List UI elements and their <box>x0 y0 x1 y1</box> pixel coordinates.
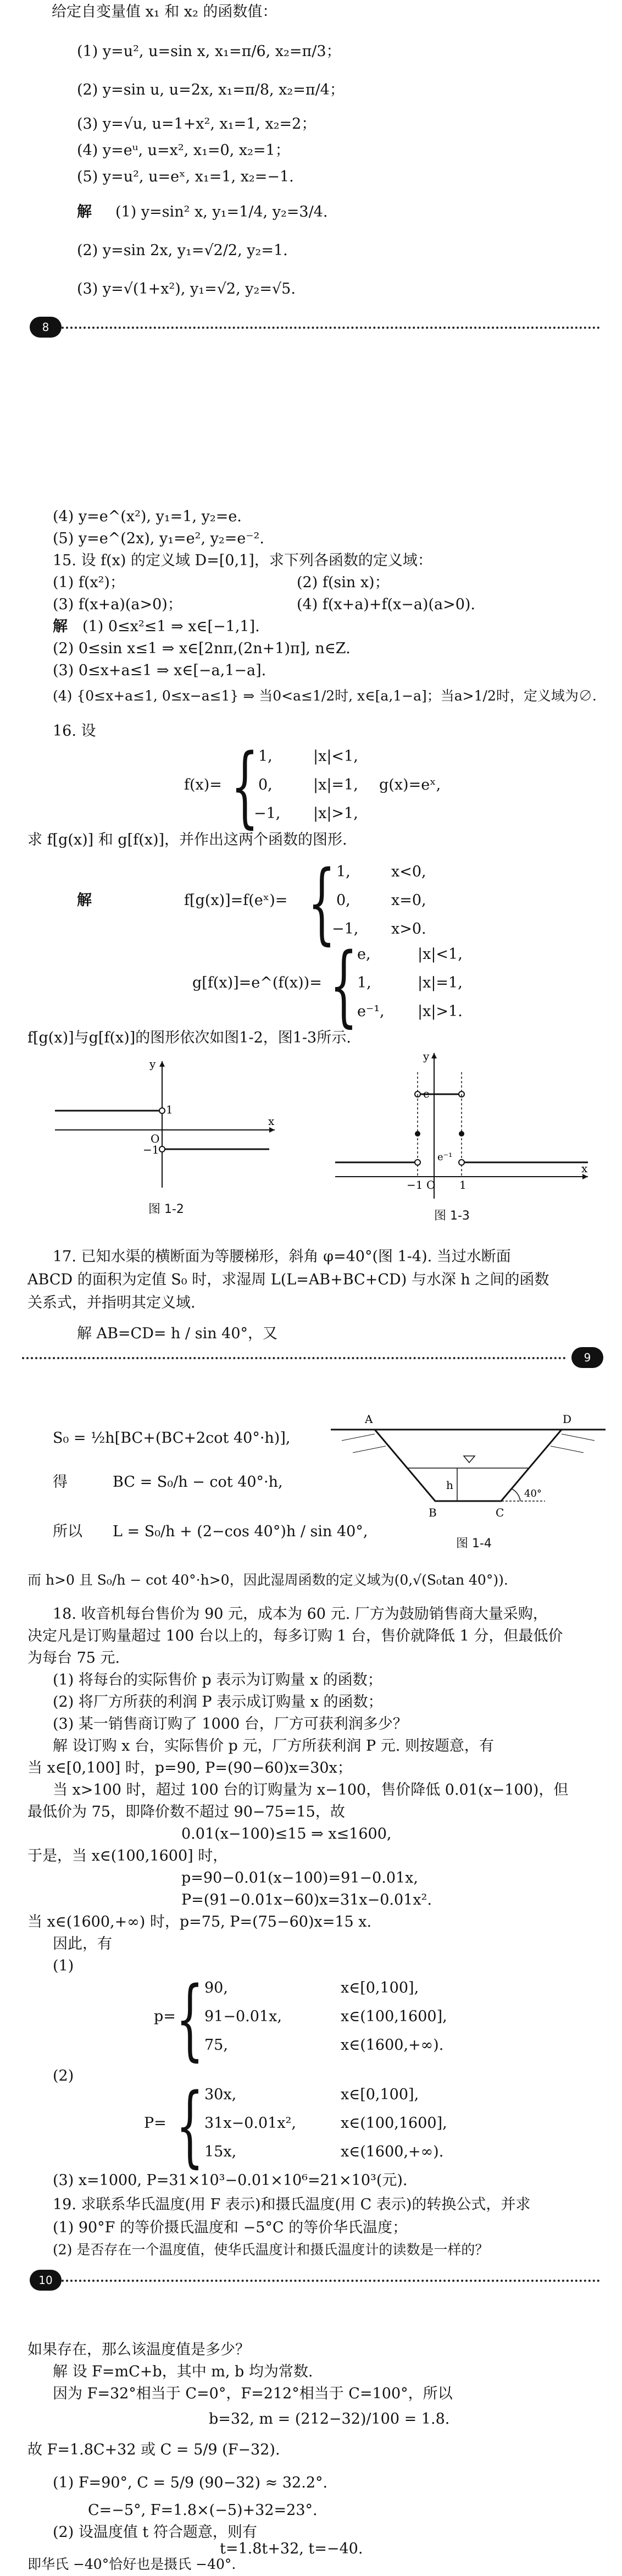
answer-line: (3) y=√(1+x²), y₁=√2, y₂=√5. <box>77 280 296 297</box>
tick-label: −1 <box>407 1178 423 1192</box>
question-18: 为每台 75 元. <box>27 1650 120 1667</box>
case-value: 91−0.01x, <box>204 2008 282 2025</box>
hatch <box>342 1434 375 1441</box>
sub-item: (2) 将厂方所获的利润 P 表示成订购量 x 的函数； <box>53 1694 383 1711</box>
answer-line: (2) 设温度值 t 符合题意，则有 <box>53 2524 257 2541</box>
sub-item: (4) f(x+a)+f(x−a)(a>0). <box>297 596 476 613</box>
question-text: 求 f[g(x)] 和 g[f(x)]，并作出这两个函数的图形. <box>27 831 347 848</box>
exercise-item: (4) y=eᵘ, u=x², x₁=0, x₂=1； <box>77 142 290 159</box>
sub-item: (2) f(sin x)； <box>297 574 390 591</box>
question-16: 16. 设 <box>53 722 96 740</box>
answer-line: (3) x=1000, P=31×10³−0.01×10⁶=21×10³(元). <box>53 2172 408 2189</box>
equation-line: BC = S₀/h − cot 40°·h, <box>113 1474 283 1491</box>
case-value: 30x, <box>204 2086 237 2103</box>
origin-label: O <box>426 1178 436 1192</box>
water-mark <box>464 1456 475 1463</box>
item-label: (2) <box>53 2067 74 2084</box>
question-19: (1) 90°F 的等价摄氏温度和 −5°C 的等价华氏温度； <box>53 2219 408 2236</box>
filled-point <box>415 1131 420 1137</box>
exercise-item: (1) y=u², u=sin x, x₁=π/6, x₂=π/3； <box>77 43 341 60</box>
brace: { <box>330 934 358 1036</box>
solution-line: 当 x∈(1600,+∞) 时，p=75, P=(75−60)x=15 x. <box>27 1913 372 1930</box>
solution-line: P=(91−0.01x−60)x=31x−0.01x². <box>181 1891 432 1908</box>
open-point <box>415 1160 420 1165</box>
solution-line: 因此，有 <box>53 1935 112 1952</box>
equation-line: 故 F=1.8C+32 或 C = 5/9 (F−32). <box>27 2441 280 2458</box>
case-cond: |x|=1, <box>313 776 358 793</box>
figure-1-4 <box>325 1408 611 1529</box>
answer-line: (1) 0≤x²≤1 ⇒ x∈[−1,1]. <box>82 618 260 635</box>
y-label: y <box>423 1050 430 1063</box>
case-cond: x∈(100,1600], <box>341 2115 447 2132</box>
case-value: 31x−0.01x², <box>204 2115 296 2132</box>
case-cond: |x|>1, <box>313 805 358 822</box>
case-value: 1, <box>336 863 351 880</box>
open-point <box>159 1146 165 1152</box>
case-value: 1, <box>258 748 273 765</box>
page-number-badge: 8 <box>30 317 62 338</box>
brace: { <box>231 735 259 837</box>
case-cond: |x|<1, <box>418 946 463 963</box>
case-cond: x>0. <box>391 920 426 937</box>
answer-line: (4) y=e^(x²), y₁=1, y₂=e. <box>53 508 242 525</box>
graph-note: f[g(x)]与g[f(x)]的图形依次如图1-2，图1-3所示. <box>27 1029 351 1046</box>
page-number-badge: 9 <box>571 1347 603 1368</box>
case-value: 75, <box>204 2037 228 2054</box>
figure-caption: 图 1-4 <box>456 1537 492 1551</box>
p-lhs: p= <box>154 2008 176 2025</box>
sub-item: (1) 将每台的实际售价 p 表示为订购量 x 的函数； <box>53 1672 382 1689</box>
case-value: 0, <box>258 776 273 793</box>
case-value: 0, <box>336 892 351 909</box>
word: 所以 <box>53 1523 82 1540</box>
P-lhs: P= <box>144 2115 166 2132</box>
exercise-item: (2) y=sin u, u=2x, x₁=π/8, x₂=π/4； <box>77 81 345 98</box>
case-cond: x<0, <box>391 863 426 880</box>
page-8 <box>0 0 622 440</box>
answer-line: (1) F=90°, C = 5/9 (90−32) ≈ 32.2°. <box>53 2474 328 2491</box>
tick-label: −1 <box>143 1143 159 1156</box>
question-15: 15. 设 f(x) 的定义域 D=[0,1]，求下列各函数的定义域： <box>53 552 432 569</box>
solution-label: 解 <box>77 892 92 909</box>
case-value: e, <box>357 946 371 963</box>
solution-label: 解 <box>77 203 92 220</box>
hatch <box>562 1434 595 1441</box>
question-17: ABCD 的面积为定值 S₀ 时，求湿周 L(L=AB+BC+CD) 与水深 h 之间的函数 <box>27 1271 549 1288</box>
brace: { <box>176 1967 204 2070</box>
vertex-label: B <box>429 1506 437 1519</box>
filled-point <box>459 1131 464 1137</box>
solution-line: 0.01(x−100)≤15 ⇒ x≤1600, <box>181 1825 392 1843</box>
answer-line: C=−5°, F=1.8×(−5)+32=23°. <box>88 2502 318 2519</box>
angle-arc <box>512 1489 520 1501</box>
exercise-item: (3) y=√u, u=1+x², x₁=1, x₂=2； <box>77 115 316 133</box>
vertex-label: A <box>365 1413 373 1426</box>
equation-line: S₀ = ½h[BC+(BC+2cot 40°·h)], <box>53 1430 291 1447</box>
solution-line: 解 AB=CD= h / sin 40°，又 <box>77 1325 278 1342</box>
hatch <box>353 1446 386 1453</box>
y-label: y <box>149 1057 156 1071</box>
page-separator <box>62 2280 600 2282</box>
question-19: 19. 求联系华氏温度(用 F 表示)和摄氏温度(用 C 表示)的转换公式，并求 <box>53 2196 531 2213</box>
tick-label: 1 <box>166 1103 173 1116</box>
case-value: −1, <box>332 920 359 937</box>
case-cond: x∈(1600,+∞). <box>341 2037 444 2054</box>
case-cond: |x|>1. <box>418 1003 463 1020</box>
page-number-badge: 10 <box>30 2270 62 2291</box>
f-lhs: f(x)= <box>184 776 222 793</box>
case-cond: x=0, <box>391 892 426 909</box>
equation-line: t=1.8t+32, t=−40. <box>220 2540 363 2557</box>
case-value: 1, <box>357 974 371 991</box>
brace: { <box>176 2074 204 2177</box>
tick-label: 1 <box>459 1178 466 1192</box>
solution-line: 最低价为 75，即降价数不超过 90−75=15，故 <box>27 1803 345 1821</box>
case-value: e⁻¹, <box>357 1003 385 1020</box>
case-value: −1, <box>254 805 281 822</box>
solution-line: 于是，当 x∈(100,1600] 时， <box>27 1847 228 1865</box>
solution-line: 解 设 F=mC+b，其中 m, b 均为常数. <box>53 2363 313 2380</box>
page-9 <box>0 440 622 1045</box>
case-cond: x∈(1600,+∞). <box>341 2143 444 2160</box>
open-point <box>459 1160 464 1165</box>
x-label: x <box>581 1162 588 1175</box>
answer-line: (1) y=sin² x, y₁=1/4, y₂=3/4. <box>115 203 328 220</box>
depth-label: h <box>446 1479 453 1492</box>
solution-line: 当 x>100 时，超过 100 台的订购量为 x−100，售价降低 0.01(x−100)，但 <box>53 1781 569 1799</box>
case-cond: x∈[0,100], <box>341 2086 419 2103</box>
figure-caption: 图 1-2 <box>148 1202 184 1216</box>
figure-1-2 <box>49 1056 280 1193</box>
g-def: g(x)=eˣ, <box>379 776 441 793</box>
origin-label: O <box>151 1132 160 1145</box>
equation-line: b=32, m = (212−32)/100 = 1.8. <box>209 2410 450 2428</box>
open-point <box>159 1108 165 1113</box>
fg-lhs: f[g(x)]=f(eˣ)= <box>184 892 288 909</box>
sub-item: (1) f(x²)； <box>53 574 125 591</box>
question-18: 18. 收音机每台售价为 90 元，成本为 60 元. 厂方为鼓励销售商大量采购， <box>53 1606 548 1623</box>
answer-line: (3) 0≤x+a≤1 ⇒ x∈[−a,1−a]. <box>53 662 266 679</box>
hatch <box>551 1446 584 1453</box>
angle-label: 40° <box>524 1488 542 1499</box>
case-cond: x∈(100,1600], <box>341 2008 447 2025</box>
question-17: 17. 已知水渠的横断面为等腰梯形，斜角 φ=40°(图 1-4). 当过水断面 <box>53 1248 511 1265</box>
vertex-label: D <box>563 1413 572 1426</box>
solution-line: 解 设订购 x 台，实际售价 p 元，厂方所获利润 P 元. 则按题意，有 <box>53 1737 494 1755</box>
case-cond: x∈[0,100], <box>341 1979 419 1996</box>
page-separator <box>62 327 600 329</box>
question-19: (2) 是否存在一个温度值，使华氏温度计和摄氏温度计的读数是一样的？ <box>53 2242 489 2258</box>
x-arrow <box>269 1127 275 1133</box>
x-label: x <box>268 1115 275 1128</box>
y-arrow <box>159 1061 165 1067</box>
text-line: 如果存在，那么该温度值是多少？ <box>27 2341 250 2358</box>
brace: { <box>308 851 336 954</box>
tick-label: e⁻¹ <box>437 1151 453 1163</box>
answer-line: 即华氏 −40°恰好也是摄氏 −40°. <box>27 2556 236 2572</box>
answer-line: (2) 0≤sin x≤1 ⇒ x∈[2nπ,(2n+1)π], n∈Z. <box>53 640 351 657</box>
domain-line: 而 h>0 且 S₀/h − cot 40°·h>0，因此湿周函数的定义域为(0,√(S₀tan 40°)). <box>27 1572 508 1588</box>
exercise-item: (5) y=u², u=eˣ, x₁=1, x₂=−1. <box>77 168 294 185</box>
page-separator <box>22 1357 566 1359</box>
case-cond: |x|=1, <box>418 974 463 991</box>
vertex-label: C <box>496 1506 504 1519</box>
question-18: 决定凡是订购量超过 100 台以上的，每多订购 1 台，售价就降低 1 分，但最低价 <box>27 1628 563 1645</box>
answer-line: (5) y=e^(2x), y₁=e², y₂=e⁻². <box>53 530 264 547</box>
question-17: 关系式，并指明其定义域. <box>27 1294 196 1311</box>
gf-lhs: g[f(x)]=e^(f(x))= <box>192 974 322 991</box>
y-arrow <box>431 1053 437 1058</box>
answer-line: (2) y=sin 2x, y₁=√2/2, y₂=1. <box>77 242 288 259</box>
equation-line: L = S₀/h + (2−cos 40°)h / sin 40°, <box>113 1523 368 1540</box>
sub-item: (3) 某一销售商订购了 1000 台，厂方可获利润多少？ <box>53 1716 408 1733</box>
case-value: 90, <box>204 1979 228 1996</box>
case-cond: |x|<1, <box>313 748 358 765</box>
item-label: (1) <box>53 1957 74 1974</box>
case-value: 15x, <box>204 2143 237 2160</box>
figure-caption: 图 1-3 <box>434 1209 470 1223</box>
solution-line: 因为 F=32°相当于 C=0°，F=212°相当于 C=100°，所以 <box>53 2385 453 2402</box>
intro-text: 给定自变量值 x₁ 和 x₂ 的函数值： <box>52 3 277 20</box>
solution-label: 解 <box>53 618 68 635</box>
tick-label: e <box>423 1087 430 1100</box>
figure-1-3 <box>330 1045 593 1204</box>
solution-line: p=90−0.01(x−100)=91−0.01x, <box>181 1869 418 1887</box>
sub-item: (3) f(x+a)(a>0)； <box>53 596 182 613</box>
word: 得 <box>53 1474 68 1491</box>
answer-line: (4) {0≤x+a≤1, 0≤x−a≤1} ⇒ 当0<a≤1/2时, x∈[a,1−a]；当a>1/2时，定义域为∅. <box>53 688 597 704</box>
solution-line: 当 x∈[0,100] 时，p=90, P=(90−60)x=30x； <box>27 1759 352 1777</box>
